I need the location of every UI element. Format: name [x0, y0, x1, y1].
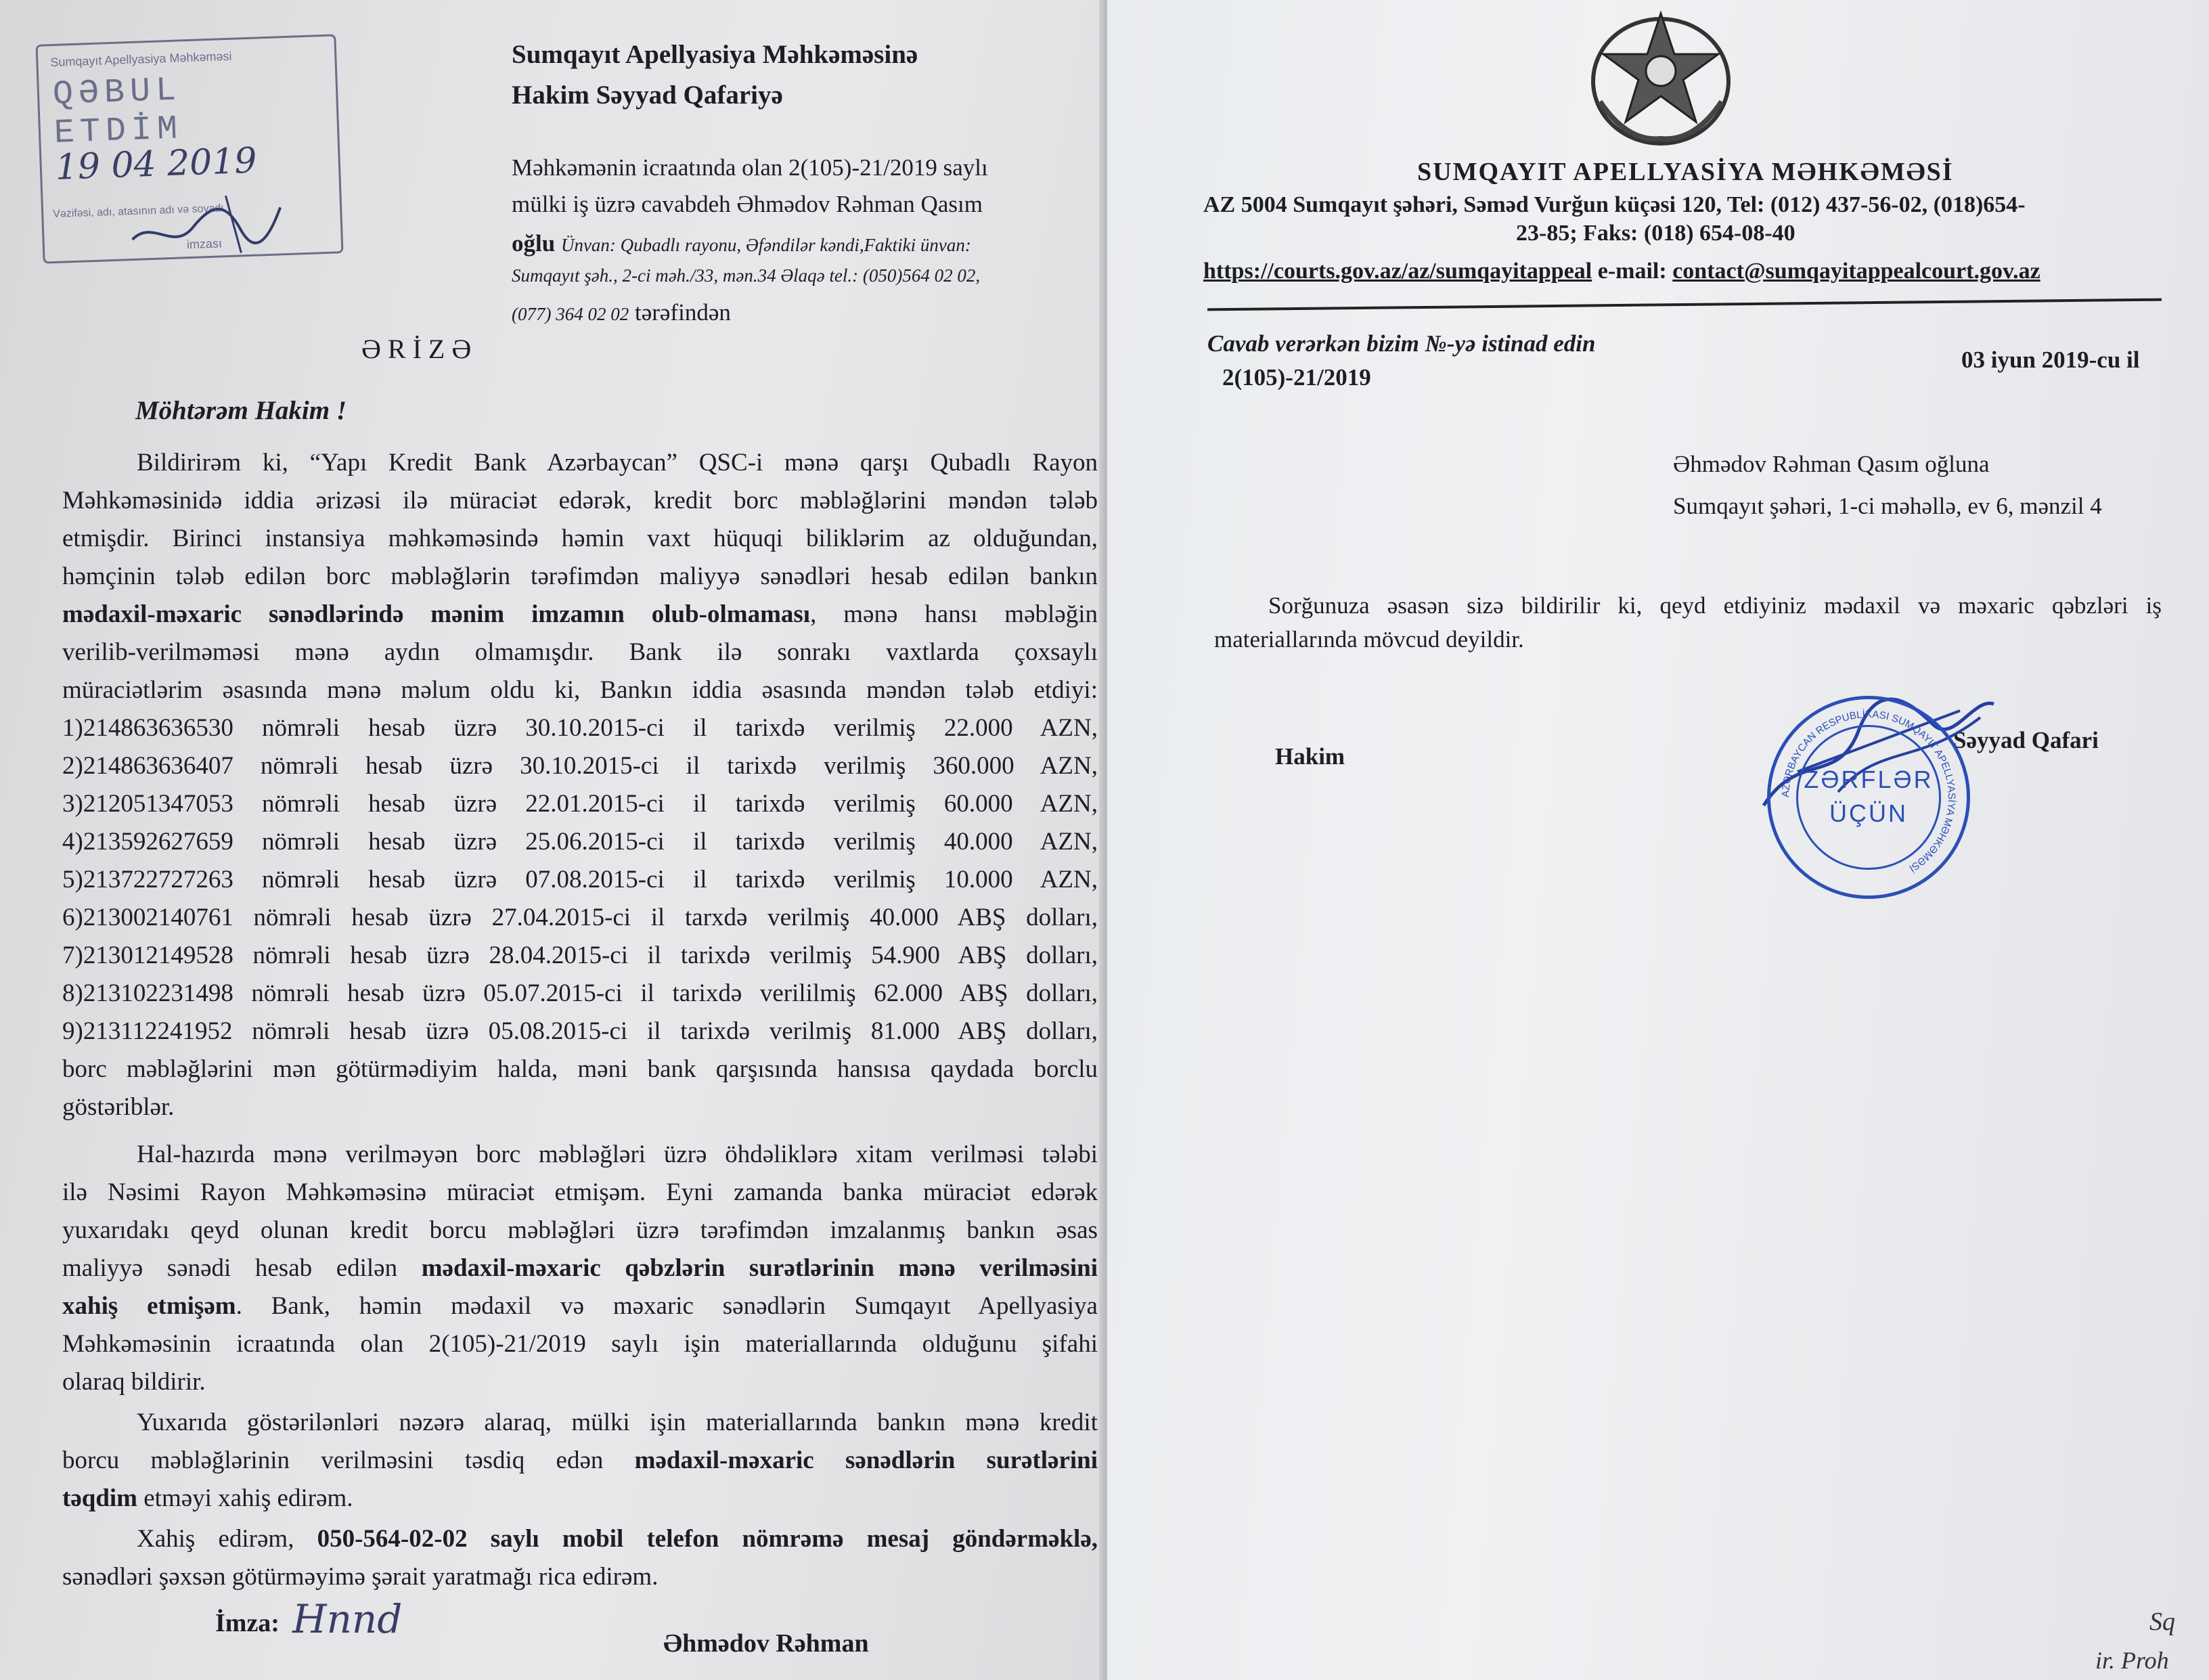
seal-text-2: ÜÇÜN: [1829, 799, 1908, 827]
email-link[interactable]: contact@sumqayitappealcourt.gov.az: [1672, 259, 2040, 284]
header-divider: [1207, 299, 2162, 311]
judge-title: Hakim: [1275, 743, 1345, 770]
stamp-date: 19 04 2019: [54, 140, 258, 188]
margin-note-2: ir. Proh: [2095, 1647, 2169, 1674]
court-address-line-1: AZ 5004 Sumqayıt şəhəri, Səməd Vurğun küçəsi 120, Tel: (012) 437-56-02, (018)654-: [1203, 192, 2026, 217]
svg-text:AZƏRBAYCAN RESPUBLİKASI SUMQAY: AZƏRBAYCAN RESPUBLİKASI SUMQAYIT APELLYASİYA MƏHKƏMƏSİ: [1779, 708, 1958, 875]
letter-date: 03 iyun 2019-cu il: [1961, 347, 2140, 373]
intro-line-1: Məhkəmənin icraatında olan 2(105)-21/2019 saylı: [512, 154, 988, 181]
website-link[interactable]: https://courts.gov.az/az/sumqayitappeal: [1203, 259, 1592, 284]
list-item: 5)213722727263 nömrəli hesab üzrə 07.08.2015-ci il tarixdə verilmiş 10.000 AZN,: [62, 866, 1098, 893]
state-emblem-icon: [1586, 0, 1735, 149]
seal-text-1: ZƏRFLƏR: [1804, 766, 1934, 793]
handwritten-signature: Hnnd: [292, 1596, 403, 1642]
stamp-caption: Vəzifəsi, adı, atasının adı və soyadı: [52, 202, 224, 221]
list-item: 8)213102231498 nömrəli hesab üzrə 05.07.2015-ci il tarixdə verililmiş 62.000 ABŞ dolları,: [62, 979, 1098, 1007]
reference-note: Cavab verərkən bizim №-yə istinad edin: [1207, 330, 1596, 357]
signer-name: Əhmədov Rəhman: [663, 1629, 869, 1658]
document-title: ƏRİZƏ: [361, 334, 478, 364]
list-item: 2)214863636407 nömrəli hesab üzrə 30.10.2015-ci il tarixdə verilmiş 360.000 AZN,: [62, 752, 1098, 780]
reply-body: Sorğunuza əsasən sizə bildirilir ki, qeyd etdiyiniz mədaxil və məxaric qəbzləri iş materiallarında mövcud deyildir.: [1214, 592, 2162, 653]
list-item: 7)213012149528 nömrəli hesab üzrə 28.04.2015-ci il tarixdə verilmiş 54.900 ABŞ dolları,: [62, 942, 1098, 969]
intro-line-3: oğlu Ünvan: Qubadlı rayonu, Əfəndilər kəndi,Faktiki ünvan:: [512, 230, 971, 257]
stamp-title: QƏBUL ETDİM: [52, 71, 184, 153]
official-seal: [1767, 696, 1970, 899]
intro-line-4: Sumqayıt şəh., 2-ci məh./33, mən.34 Əlaqə tel.: (050)564 02 02,: [512, 265, 981, 286]
recipient-name: Əhmədov Rəhman Qasım oğluna: [1673, 451, 1990, 477]
stamp-signature-icon: [124, 187, 288, 260]
signature-label: İmza:: [215, 1609, 280, 1637]
seal-ring-text: [1770, 699, 1967, 896]
addressee-court: Sumqayıt Apellyasiya Məhkəməsinə: [512, 40, 918, 69]
case-number: 2(105)-21/2019: [1222, 364, 1371, 391]
stamp-org: Sumqayıt Apellyasiya Məhkəməsi: [50, 49, 232, 70]
list-item: 6)213002140761 nömrəli hesab üzrə 27.04.2015-ci il tarxdə verilmiş 40.000 ABŞ dolları,: [62, 904, 1098, 931]
judge-name: Səyyad Qafari: [1953, 727, 2099, 753]
intro-line-5: (077) 364 02 02 tərəfindən: [512, 299, 731, 326]
stamp-footer: imzası: [186, 236, 223, 252]
account-list: [62, 709, 1098, 1051]
received-stamp: [35, 34, 343, 263]
court-reply-page: [1107, 0, 2209, 1680]
court-name: SUMQAYIT APELLYASİYA MƏHKƏMƏSİ: [1417, 158, 1954, 186]
list-item: 9)213112241952 nömrəli hesab üzrə 05.08.2015-ci il tarixdə verilmiş 81.000 ABŞ dolları,: [62, 1017, 1098, 1045]
list-item: 3)212051347053 nömrəli hesab üzrə 22.01.2015-ci il tarixdə verilmiş 60.000 AZN,: [62, 790, 1098, 818]
body-text: Bildirirəm ki, “Yapı Kredit Bank Azərbaycan” QSC-i mənə qarşı Qubadlı Rayon Məhkəməsinidə iddia ərizəsi ilə müraciət edərək, kredit borc məbləğlərini məndən tələb etmişdir. Birinci instansiya məhkəməsində həmin vaxt hüquqi biliklərim az olduğundan, həmçinin tələb edilən borc məbləğlərin tərəfimdən maliyyə sənədləri hesab edilən bankın mədaxil-məxaric sənədlərində mənim imzamın olub-olmaması, mənə hansı məbləğin verilib-verilməməsi mənə aydın olmamışdır. Bank ilə sonrakı vaxtlarda çoxsaylı müraciətlərim əsasında mənə məlum oldu ki, Bankın iddia əsasında məndən tələb etdiyi: 1)214863636530 nömrəli hesab üzrə 30.10.2015-ci il tarixdə verilmiş 22.000 AZN, 2)214863636407 nömrəli hesab üzrə 30.10.2015-ci il tarixdə verilmiş 360.000 AZN, 3)212051347053 nömrəli hesab üzrə 22.01.2015-ci il tarixdə verilmiş 60.000 AZN, 4)213592627659 nömrəli hesab üzrə 25.06.2015-ci il tarixdə verilmiş 40.000 AZN, 5)213722727263 nömrəli hesab üzrə 07.08.2015-ci il tarixdə verilmiş 10.000 AZN, 6)213002140761 nömrəli hesab üzrə 27.04.2015-ci il tarxdə verilmiş 40.000 ABŞ dolları, 7)213012149528 nömrəli hesab üzrə 28.04.2015-ci il tarixdə verilmiş 54.900 ABŞ dolları, 8)213102231498 nömrəli hesab üzrə 05.07.2015-ci il tarixdə verililmiş 62.000 ABŞ dolları, 9)213112241952 nömrəli hesab üzrə 05.08.2015-ci il tarixdə verilmiş 81.000 ABŞ dolları, borc məbləğlərini mən götürmədiyim halda, məni bank qarşısında hansısa qaydada borclu göstəriblər. Hal-hazırda mənə verilməyən borc məbləğləri üzrə öhdəliklərə xitam verilməsi tələbi ilə Nəsimi Rayon Məhkəməsinə müraciət etmişəm. Eyni zamanda banka müraciət edərək yuxarıdakı qeyd olunan kredit borcu məbləğləri üzrə tərəfimdən imzalanmış bankın əsas maliyyə sənədi hesab edilən mədaxil-məxaric qəbzlərin surətlərinin mənə verilməsini xahiş etmişəm. Bank, həmin mədaxil və məxaric sənədlərin Sumqayıt Apellyasiya Məhkəməsinin icraatında olan 2(105)-21/2019 saylı işin materiallarında olduğunu şifahi olaraq bildirir. Yuxarıda göstərilənləri nəzərə alaraq, mülki işin materiallarında bankın mənə kredit borcu məbləğlərinin verilməsini təsdiq edən mədaxil-məxaric sənədlərin surətlərini təqdim etməyi xahiş edirəm. Xahiş edirəm, 050-564-02-02 saylı mobil telefon nömrəmə mesaj göndərməklə, sənədləri şəxsən götürməyimə şərait yaratmağı rica edirəm.: [62, 449, 1098, 1591]
intro-line-2: mülki iş üzrə cavabdeh Əhmədov Rəhman Qasım: [512, 191, 983, 217]
court-address-line-2: 23-85; Faks: (018) 654-08-40: [1516, 221, 1795, 246]
recipient-address: Sumqayıt şəhəri, 1-ci məhəllə, ev 6, mənzil 4: [1673, 493, 2102, 519]
court-contacts: https://courts.gov.az/az/sumqayitappeal e-mail: contact@sumqayitappealcourt.gov.az: [1203, 259, 2040, 284]
addressee-judge: Hakim Səyyad Qafariyə: [512, 81, 783, 110]
margin-note-1: Sq: [2149, 1608, 2175, 1636]
list-item: 4)213592627659 nömrəli hesab üzrə 25.06.2015-ci il tarixdə verilmiş 40.000 AZN,: [62, 828, 1098, 856]
salutation: Möhtərəm Hakim !: [135, 396, 347, 425]
list-item: 1)214863636530 nömrəli hesab üzrə 30.10.2015-ci il tarixdə verilmiş 22.000 AZN,: [62, 714, 1098, 742]
